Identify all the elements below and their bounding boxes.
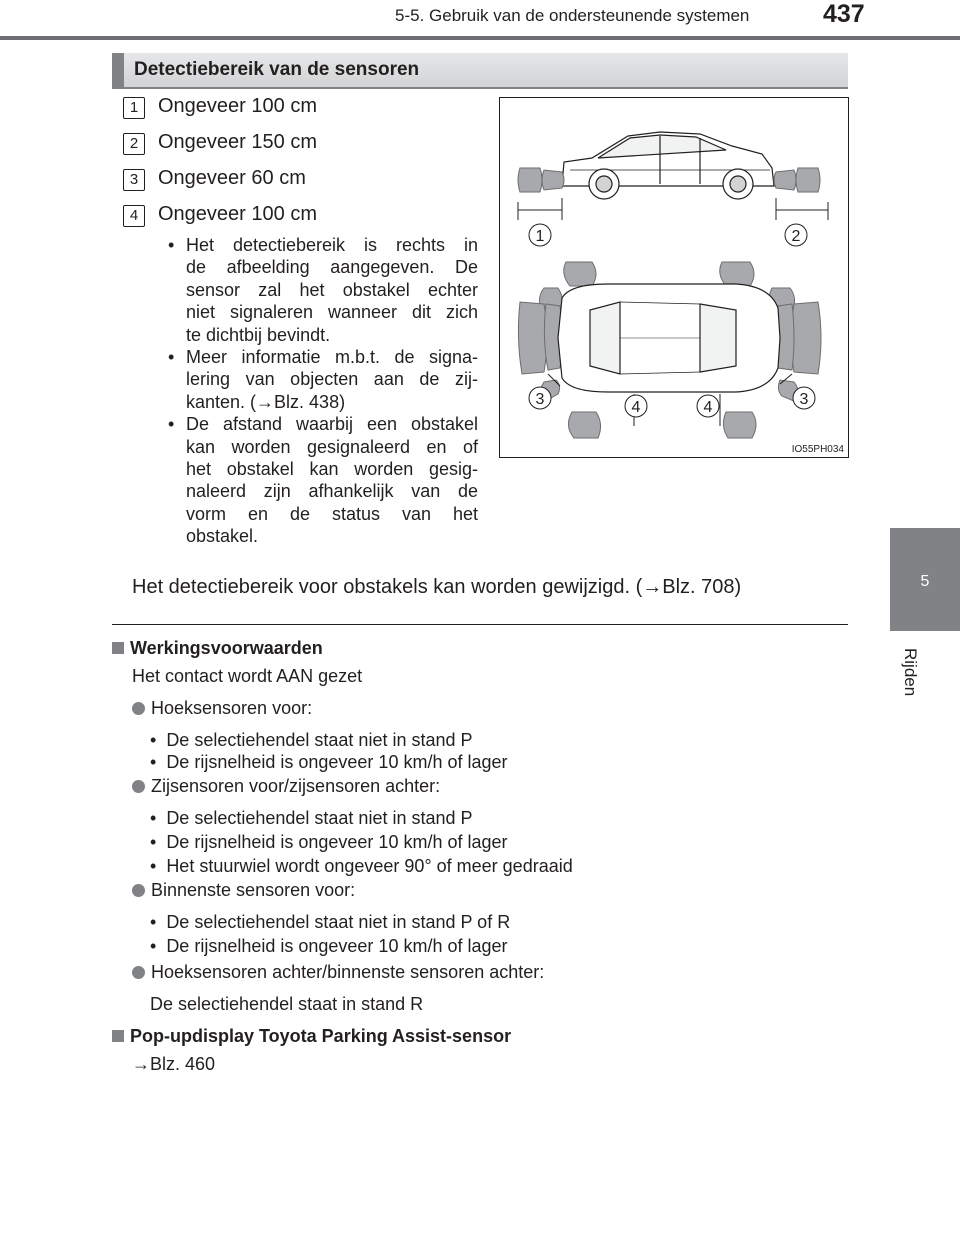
item-number-2: 2	[124, 134, 144, 154]
top-view-car	[558, 284, 780, 392]
conditions-intro: Het contact wordt AAN gezet	[132, 666, 363, 686]
callout-3-left	[529, 387, 551, 409]
item-text-2: Ongeveer 150 cm	[158, 131, 317, 153]
item-text-1: Ongeveer 100 cm	[158, 95, 317, 117]
callout-3-left-label: 3	[535, 391, 545, 408]
group-2-item-1-text: De selectiehendel staat niet in stand P	[166, 808, 473, 828]
group-2-item-2-text: De rijsnelheid is ongeveer 10 km/h of lager	[166, 832, 508, 852]
note-3-line: kan worden gesignaleerd en of	[186, 436, 478, 457]
note-1: • Het detectiebereik is rechts in de afbeelding aangegeven. De sensor zal het obstakel echter niet signaleren wanneer dit zich te dichtbij bevindt.	[168, 235, 478, 345]
group-3-title	[132, 880, 355, 901]
item-text-3: Ongeveer 60 cm	[158, 167, 306, 189]
group-2-item-1: • De selectiehendel staat niet in stand P	[150, 808, 473, 828]
item-text-4: Ongeveer 100 cm	[158, 203, 317, 225]
group-1-item-2-text: De rijsnelheid is ongeveer 10 km/h of lager	[166, 752, 508, 772]
group-1-item-1-text: De selectiehendel staat niet in stand P	[166, 730, 473, 750]
callout-4-right	[697, 395, 719, 417]
heading-underline	[112, 87, 848, 89]
figure-code: IO55PH034	[791, 444, 844, 455]
note-2: • Meer informatie m.b.t. de signa- lering van objecten aan de zij- kanten. (→Blz. 438)	[168, 347, 478, 412]
callout-2-label: 2	[791, 228, 801, 245]
sensor-range-figure	[499, 97, 849, 458]
side-dimension-lines	[518, 198, 828, 220]
group-4-text: De selectiehendel staat in stand R	[150, 994, 424, 1014]
group-3-title-text: Binnenste sensoren voor:	[151, 880, 356, 900]
note-2-line: lering van objecten aan de zij-	[186, 369, 478, 390]
chapter-tab	[890, 528, 960, 631]
note-1-line: de afbeelding aangegeven. De	[186, 257, 478, 278]
group-3-item-2-text: De rijsnelheid is ongeveer 10 km/h of lager	[166, 936, 508, 956]
callout-1	[529, 224, 551, 246]
car-sensor-diagram	[500, 98, 848, 457]
running-header: 5-5. Gebruik van de ondersteunende systemen	[395, 6, 750, 25]
group-1-title	[132, 698, 312, 719]
circle-bullet-icon	[132, 884, 145, 897]
conditions-title: Werkingsvoorwaarden	[130, 638, 323, 658]
callout-1-label: 1	[535, 228, 545, 245]
side-view-car	[562, 132, 774, 199]
chapter-label: Rijden	[901, 648, 920, 697]
section-divider	[112, 624, 848, 625]
group-4-title	[132, 962, 544, 983]
section-heading	[112, 53, 848, 87]
notes-list	[160, 234, 478, 548]
circle-bullet-icon	[132, 780, 145, 793]
group-3-item-2: • De rijsnelheid is ongeveer 10 km/h of lager	[150, 936, 508, 956]
chapter-number: 5	[920, 573, 930, 590]
group-2-item-3-text: Het stuurwiel wordt ongeveer 90° of meer gedraaid	[166, 856, 573, 876]
heading-text: Detectiebereik van de sensoren	[134, 59, 420, 80]
note-1-line: Het detectiebereik is rechts in	[186, 235, 478, 255]
square-bullet-icon	[112, 642, 124, 654]
group-1-title-text: Hoeksensoren voor:	[151, 698, 313, 718]
item-number-1: 1	[124, 98, 144, 118]
range-note: Het detectiebereik voor obstakels kan worden gewijzigd. (→Blz. 708)	[132, 576, 742, 598]
group-3-item-1: • De selectiehendel staat niet in stand P of R	[150, 912, 511, 932]
group-3-item-1-text: De selectiehendel staat niet in stand P of R	[166, 912, 511, 932]
note-1-line: te dichtbij bevindt.	[186, 324, 331, 345]
popup-ref: →Blz. 460	[132, 1054, 216, 1074]
note-1-line: niet signaleren wanneer dit zich	[186, 302, 478, 323]
note-3-line: De afstand waarbij een obstakel	[186, 414, 478, 435]
note-2-line: Meer informatie m.b.t. de signa-	[186, 347, 478, 368]
page-number: 437	[823, 0, 865, 28]
note-3-line: vorm en de status van het	[186, 503, 478, 524]
square-bullet-icon	[112, 1030, 124, 1042]
note-1-line: sensor zal het obstakel echter	[186, 279, 478, 300]
note-2-line: kanten. (→Blz. 438)	[186, 391, 346, 412]
callout-3-right	[793, 387, 815, 409]
note-3-line: naleerd zijn afhankelijk van de	[186, 481, 478, 502]
group-2-item-3: • Het stuurwiel wordt ongeveer 90° of meer gedraaid	[150, 856, 573, 876]
callout-2	[785, 224, 807, 246]
group-2-item-2: • De rijsnelheid is ongeveer 10 km/h of lager	[150, 832, 508, 852]
header-rule	[0, 36, 960, 40]
circle-bullet-icon	[132, 966, 145, 979]
group-2-title-text: Zijsensoren voor/zijsensoren achter:	[151, 776, 441, 796]
group-4-title-text: Hoeksensoren achter/binnenste sensoren achter:	[151, 962, 545, 982]
conditions-heading	[112, 638, 323, 659]
note-3-line: obstakel.	[186, 526, 259, 547]
circle-bullet-icon	[132, 702, 145, 715]
callout-4-right-label: 4	[703, 399, 713, 416]
note-3: • De afstand waarbij een obstakel kan worden gesignaleerd en of het obstakel kan worden gesig- naleerd zijn afhankelijk van de vorm en de status van het obstakel.	[168, 414, 478, 547]
note-3-line: het obstakel kan worden gesig-	[186, 459, 478, 480]
group-1-item-1: • De selectiehendel staat niet in stand P	[150, 730, 473, 750]
popup-heading	[112, 1026, 511, 1047]
callout-4-left-label: 4	[631, 399, 641, 416]
group-1-item-2: • De rijsnelheid is ongeveer 10 km/h of lager	[150, 752, 508, 772]
item-number-4: 4	[124, 206, 144, 226]
heading-accent	[112, 53, 124, 87]
group-2-title	[132, 776, 440, 797]
callout-3-right-label: 3	[799, 391, 809, 408]
item-number-3: 3	[124, 170, 144, 190]
callout-4-left	[625, 395, 647, 417]
chapter-label-wrap	[896, 648, 920, 708]
popup-title: Pop-updisplay Toyota Parking Assist-sensor	[130, 1026, 512, 1046]
